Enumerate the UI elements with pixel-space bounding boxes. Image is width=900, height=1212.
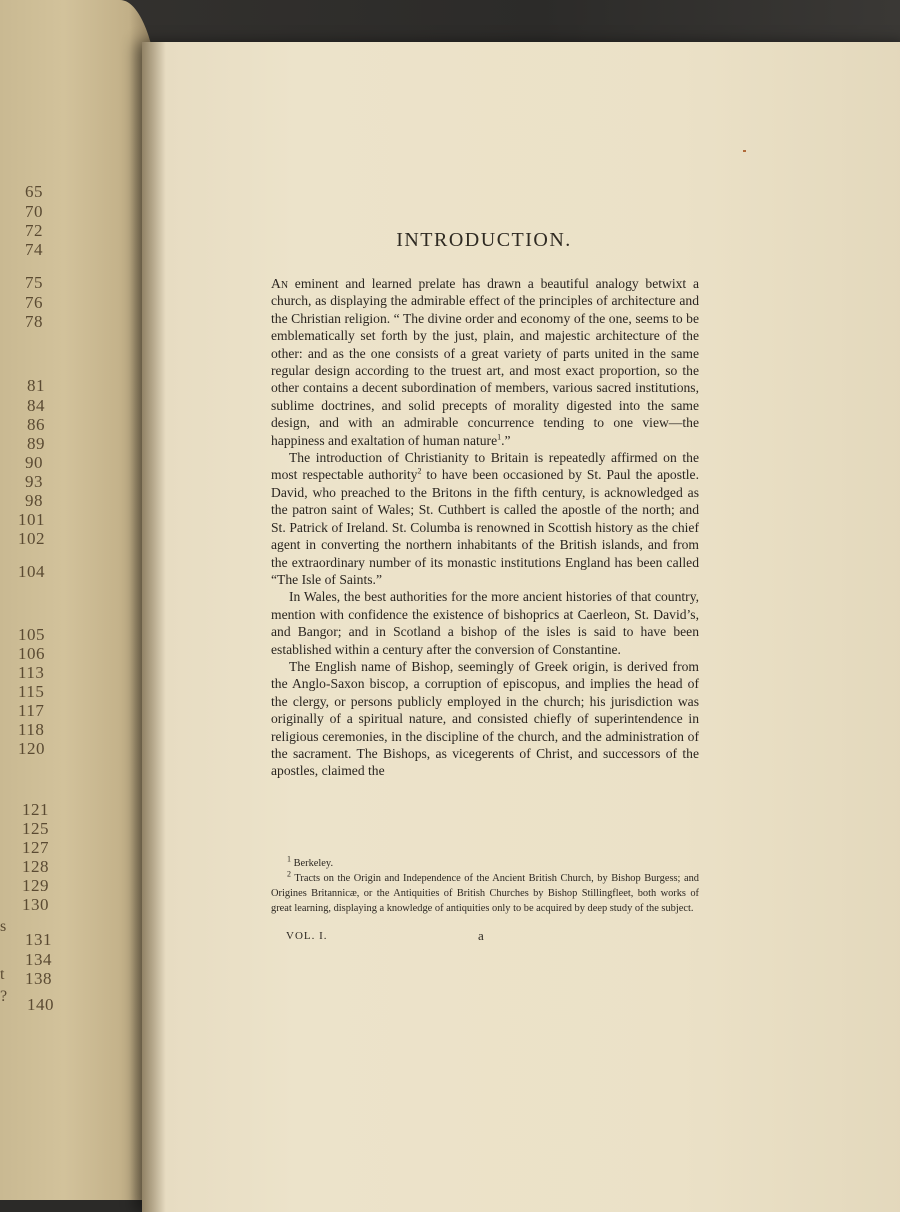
index-page-number: 127: [22, 838, 49, 857]
index-page-number: 81: [27, 376, 45, 395]
index-page-number: 70: [25, 202, 43, 221]
page-title: INTRODUCTION.: [396, 229, 572, 251]
spine-shadow: [142, 42, 166, 1212]
paragraph-1-text: eminent and learned prelate has drawn a beautiful analogy betwixt a church, as displaying the admirable effect of the principles of architecture and the Christian religion. “ The divine order and economy of the one, seems to be emblematically set forth by the just, plain, and majestic architecture of the other: and as the one consists of a great variety of parts united in the same regular design according to the truest art, and most exact proportion, so the other contains a decent subordination of members, various sacred institutions, sublime doctrines, and solid precepts of morality digested into the same design, and with an admirable concurrence tending to one view—the happiness and exaltation of human nature: [271, 276, 699, 448]
index-page-number: 74: [25, 240, 43, 259]
index-page-number: 106: [18, 644, 45, 663]
index-page-number: 76: [25, 293, 43, 312]
index-page-number: 90: [25, 453, 43, 472]
index-page-number: 65: [25, 182, 43, 201]
index-page-number: 125: [22, 819, 49, 838]
index-page-number: 113: [18, 663, 45, 682]
footnote-ref-1: 1: [497, 432, 502, 442]
facing-page: [0, 0, 160, 1200]
paragraph-2-text-b: to have been occasioned by St. Paul the apostle. David, who preached to the Britons in the fifth century, is acknowledged as the patron saint of Wales; St. Cuthbert is called the apostle of the north; and St. Patrick of Ireland. St. Columba is renowned in Scottish history as the chief agent in converting the northern inhabitants of the British islands, and from the extraordinary number of its monastic institutions England has been called “The Isle of Saints.”: [271, 467, 699, 587]
paragraph-2: [271, 449, 699, 588]
footnote-mark-1: 1: [287, 854, 291, 864]
index-page-number: 129: [22, 876, 49, 895]
footnote-1-text: Berkeley.: [293, 858, 334, 869]
footnotes: [271, 856, 699, 916]
index-page-number: 134: [25, 950, 52, 969]
paragraph-2-text-a: The introduction of Christianity to Britain is repeatedly affirmed on the most respectable authority: [271, 450, 699, 483]
footnote-mark-2: 2: [287, 869, 291, 879]
index-page-number: 128: [22, 857, 49, 876]
footnote-ref-2: 2: [417, 466, 422, 476]
signature-mark: a: [478, 928, 485, 943]
index-page-number: 120: [18, 739, 45, 758]
index-page-number: 86: [27, 415, 45, 434]
index-page-number: 121: [22, 800, 49, 819]
index-page-number: 140: [27, 995, 54, 1014]
paragraph-1: [271, 275, 699, 449]
index-page-number: 72: [25, 221, 43, 240]
body-text: [271, 275, 699, 780]
index-page-number: 130: [22, 895, 49, 914]
index-page-number: 117: [18, 701, 45, 720]
paper-speck: [743, 150, 746, 152]
drop-lead: An: [271, 276, 289, 291]
index-page-number: 89: [27, 434, 45, 453]
footnote-2: [271, 871, 699, 916]
index-page-number: 75: [25, 273, 43, 292]
index-page-number: 118: [18, 720, 45, 739]
index-page-number: 105: [18, 625, 45, 644]
index-page-number: 101: [18, 510, 45, 529]
index-page-number: 104: [18, 562, 45, 581]
footnote-1: [271, 856, 699, 871]
cropped-text-fragment: s: [0, 918, 7, 935]
footnote-2-text: Tracts on the Origin and Independence of the Ancient British Church, by Bishop Burgess; and Origines Britannicæ, or the Antiquities of British Churches by Bishop Stillingfleet, both works of great learning, displaying a knowledge of antiquities only to be acquired by deep study of the subject.: [271, 873, 699, 914]
index-page-number: 78: [25, 312, 43, 331]
index-page-number: 138: [25, 969, 52, 988]
index-page-number: 115: [18, 682, 45, 701]
volume-label: VOL. I.: [286, 930, 328, 942]
index-page-number: 102: [18, 529, 45, 548]
cropped-text-fragment: t: [0, 966, 5, 983]
paragraph-3: In Wales, the best authorities for the more ancient histories of that country, mention with confidence the existence of bishoprics at Caerleon, St. David’s, and Bangor; and in Scotland a bishop of the isles is said to have been established within a century after the conversion of Constantine.: [271, 589, 699, 657]
index-page-number: 131: [25, 930, 52, 949]
paragraph-1-close: .”: [501, 432, 511, 448]
paragraph-4: The English name of Bishop, seemingly of Greek origin, is derived from the Anglo-Saxon biscop, a corruption of episcopus, and implies the head of the clergy, or persons publicly employed in the church; his jurisdiction was originally of a spiritual nature, and consisted chiefly of superintendence in religious ceremonies, in the discipline of the church, and the administration of the sacrament. The Bishops, as vicegerents of Christ, and successors of the apostles, claimed the: [271, 658, 699, 779]
cropped-text-fragment: ?: [0, 988, 8, 1005]
index-page-number: 98: [25, 491, 43, 510]
index-page-number: 84: [27, 396, 45, 415]
index-page-number: 93: [25, 472, 43, 491]
